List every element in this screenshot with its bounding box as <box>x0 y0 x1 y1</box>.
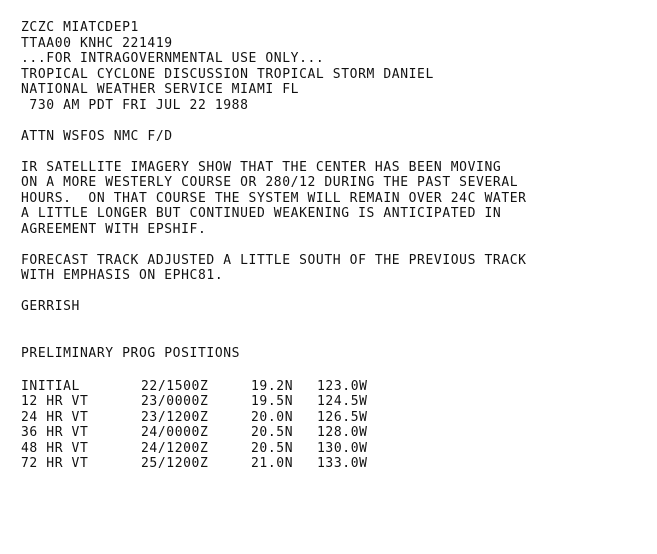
spacer <box>21 315 651 346</box>
issue-time: 730 AM PDT FRI JUL 22 1988 <box>21 97 249 113</box>
forecast-line: FORECAST TRACK ADJUSTED A LITTLE SOUTH OF THE PREVIOUS TRACK <box>21 252 527 268</box>
header-line-usage-notice: ...FOR INTRAGOVERNMENTAL USE ONLY... <box>21 51 325 66</box>
spacer <box>21 113 651 129</box>
valid-time: 23/0000Z <box>141 394 209 409</box>
longitude: 123.0W <box>317 378 368 394</box>
table-row <box>21 410 397 426</box>
latitude: 20.0N <box>251 409 294 425</box>
valid-time: 24/1200Z <box>141 440 209 456</box>
valid-time: 22/1500Z <box>141 378 209 394</box>
longitude: 133.0W <box>317 456 368 471</box>
prog-positions-title: PRELIMINARY PROG POSITIONS <box>21 345 241 361</box>
discussion-line: AGREEMENT WITH EPSHIF. <box>21 221 207 237</box>
spacer <box>21 144 651 160</box>
valid-time: 24/0000Z <box>141 425 209 440</box>
latitude: 19.5N <box>251 394 294 409</box>
table-row <box>21 394 397 410</box>
longitude: 128.0W <box>317 425 368 440</box>
spacer <box>21 237 651 253</box>
latitude: 21.0N <box>251 456 294 471</box>
attention-line: ATTN WSFOS NMC F/D <box>21 128 173 144</box>
latitude: 20.5N <box>251 440 294 456</box>
valid-time: 23/1200Z <box>141 409 209 425</box>
forecast-paragraph <box>21 253 651 284</box>
header-line-wmo-id: ZCZC MIATCDEP1 <box>21 20 139 35</box>
header-line-awips-id: TTAA00 KNHC 221419 <box>21 35 173 51</box>
discussion-document <box>21 20 651 472</box>
table-row <box>21 456 397 472</box>
issuing-office: NATIONAL WEATHER SERVICE MIAMI FL <box>21 82 300 97</box>
document-title: TROPICAL CYCLONE DISCUSSION TROPICAL STORM DANIEL <box>21 66 434 82</box>
discussion-line: A LITTLE LONGER BUT CONTINUED WEAKENING IS ANTICIPATED IN <box>21 206 502 221</box>
discussion-line: IR SATELLITE IMAGERY SHOW THAT THE CENTER HAS BEEN MOVING <box>21 159 502 175</box>
longitude: 130.0W <box>317 440 368 456</box>
forecast-period-label: 48 HR VT <box>21 440 89 456</box>
spacer <box>21 284 651 300</box>
header-block <box>21 20 651 113</box>
forecaster-signature: GERRISH <box>21 299 80 314</box>
discussion-line: HOURS. ON THAT COURSE THE SYSTEM WILL REMAIN OVER 24C WATER <box>21 190 527 206</box>
table-row <box>21 379 397 395</box>
forecast-period-label: 12 HR VT <box>21 394 89 409</box>
valid-time: 25/1200Z <box>141 456 209 471</box>
discussion-paragraph <box>21 160 651 238</box>
latitude: 20.5N <box>251 425 294 440</box>
prog-positions-table <box>21 379 397 472</box>
table-row <box>21 425 397 441</box>
discussion-line: ON A MORE WESTERLY COURSE OR 280/12 DURING THE PAST SEVERAL <box>21 175 519 190</box>
spacer <box>21 361 651 377</box>
longitude: 124.5W <box>317 394 368 409</box>
forecast-line: WITH EMPHASIS ON EPHC81. <box>21 268 224 283</box>
table-row <box>21 441 397 457</box>
latitude: 19.2N <box>251 378 294 394</box>
forecast-period-label: 72 HR VT <box>21 456 89 471</box>
longitude: 126.5W <box>317 409 368 425</box>
forecast-period-label: 24 HR VT <box>21 409 89 425</box>
forecast-period-label: INITIAL <box>21 378 80 394</box>
forecast-period-label: 36 HR VT <box>21 425 89 440</box>
